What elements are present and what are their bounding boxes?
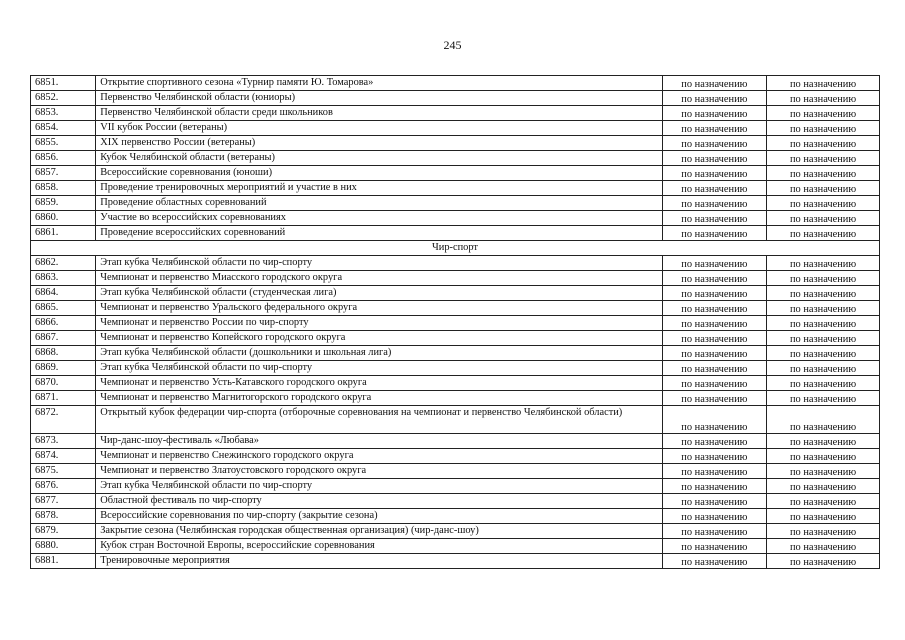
value-cell-1: по назначению — [662, 464, 767, 479]
table-row — [31, 376, 880, 391]
value-cell-1: по назначению — [662, 346, 767, 361]
table-row — [31, 524, 880, 539]
table-row — [31, 539, 880, 554]
event-name: Чемпионат и первенство Миасского городского округа — [96, 271, 662, 286]
table-row — [31, 346, 880, 361]
row-number: 6866. — [31, 316, 96, 331]
value-cell-2: по назначению — [767, 106, 880, 121]
row-number: 6862. — [31, 256, 96, 271]
event-name: Закрытие сезона (Челябинская городская общественная организация) (чир-данс-шоу) — [96, 524, 662, 539]
event-name: Участие во всероссийских соревнованиях — [96, 211, 662, 226]
table-row — [31, 464, 880, 479]
value-cell-2: по назначению — [767, 391, 880, 406]
row-number: 6861. — [31, 226, 96, 241]
table-row — [31, 554, 880, 569]
row-number: 6869. — [31, 361, 96, 376]
value-cell-2: по назначению — [767, 464, 880, 479]
row-number: 6854. — [31, 121, 96, 136]
value-cell-2: по назначению — [767, 494, 880, 509]
value-cell-1: по назначению — [662, 361, 767, 376]
value-cell-2: по назначению — [767, 449, 880, 464]
event-name: Проведение областных соревнований — [96, 196, 662, 211]
row-number: 6874. — [31, 449, 96, 464]
value-cell-2: по назначению — [767, 286, 880, 301]
value-cell-2: по назначению — [767, 301, 880, 316]
table-row — [31, 166, 880, 181]
row-number: 6858. — [31, 181, 96, 196]
table-row — [31, 494, 880, 509]
row-number: 6868. — [31, 346, 96, 361]
table-row — [31, 301, 880, 316]
value-cell-2: по назначению — [767, 539, 880, 554]
event-name: VII кубок России (ветераны) — [96, 121, 662, 136]
row-number: 6864. — [31, 286, 96, 301]
value-cell-1: по назначению — [662, 406, 767, 434]
row-number: 6879. — [31, 524, 96, 539]
table-row — [31, 76, 880, 91]
table-row — [31, 361, 880, 376]
table-row — [31, 106, 880, 121]
value-cell-2: по назначению — [767, 316, 880, 331]
event-name: Всероссийские соревнования по чир-спорту (закрытие сезона) — [96, 509, 662, 524]
row-number: 6872. — [31, 406, 96, 434]
table-row — [31, 406, 880, 434]
event-name: XIX первенство России (ветераны) — [96, 136, 662, 151]
row-number: 6853. — [31, 106, 96, 121]
event-name: Чемпионат и первенство Снежинского городского округа — [96, 449, 662, 464]
row-number: 6860. — [31, 211, 96, 226]
value-cell-1: по назначению — [662, 106, 767, 121]
event-name: Первенство Челябинской области среди школьников — [96, 106, 662, 121]
value-cell-1: по назначению — [662, 271, 767, 286]
table-row — [31, 151, 880, 166]
event-name: Всероссийские соревнования (юноши) — [96, 166, 662, 181]
value-cell-2: по назначению — [767, 331, 880, 346]
value-cell-2: по назначению — [767, 376, 880, 391]
event-name: Чемпионат и первенство Усть-Катавского городского округа — [96, 376, 662, 391]
table-row — [31, 211, 880, 226]
value-cell-1: по назначению — [662, 449, 767, 464]
row-number: 6880. — [31, 539, 96, 554]
value-cell-2: по назначению — [767, 509, 880, 524]
value-cell-2: по назначению — [767, 406, 880, 434]
value-cell-1: по назначению — [662, 136, 767, 151]
event-name: Этап кубка Челябинской области (дошкольники и школьная лига) — [96, 346, 662, 361]
row-number: 6859. — [31, 196, 96, 211]
value-cell-1: по назначению — [662, 211, 767, 226]
event-name: Открытый кубок федерации чир-спорта (отборочные соревнования на чемпионат и первенство Челябинской области) — [96, 406, 662, 434]
value-cell-2: по назначению — [767, 181, 880, 196]
table-row — [31, 286, 880, 301]
event-name: Этап кубка Челябинской области (студенческая лига) — [96, 286, 662, 301]
value-cell-2: по назначению — [767, 121, 880, 136]
section-header-row — [31, 241, 880, 256]
row-number: 6875. — [31, 464, 96, 479]
event-name: Кубок Челябинской области (ветераны) — [96, 151, 662, 166]
table-row — [31, 91, 880, 106]
row-number: 6852. — [31, 91, 96, 106]
table-row — [31, 391, 880, 406]
value-cell-1: по назначению — [662, 434, 767, 449]
value-cell-1: по назначению — [662, 181, 767, 196]
table-row — [31, 256, 880, 271]
event-name: Чемпионат и первенство России по чир-спорту — [96, 316, 662, 331]
value-cell-1: по назначению — [662, 256, 767, 271]
value-cell-2: по назначению — [767, 211, 880, 226]
event-name: Чемпионат и первенство Златоустовского городского округа — [96, 464, 662, 479]
table-row — [31, 196, 880, 211]
table-row — [31, 434, 880, 449]
value-cell-2: по назначению — [767, 136, 880, 151]
table-row — [31, 331, 880, 346]
event-name: Проведение всероссийских соревнований — [96, 226, 662, 241]
value-cell-1: по назначению — [662, 316, 767, 331]
table-row — [31, 479, 880, 494]
value-cell-1: по назначению — [662, 151, 767, 166]
value-cell-1: по назначению — [662, 539, 767, 554]
row-number: 6871. — [31, 391, 96, 406]
table-row — [31, 181, 880, 196]
value-cell-1: по назначению — [662, 196, 767, 211]
event-name: Кубок стран Восточной Европы, всероссийские соревнования — [96, 539, 662, 554]
row-number: 6881. — [31, 554, 96, 569]
value-cell-1: по назначению — [662, 391, 767, 406]
row-number: 6857. — [31, 166, 96, 181]
row-number: 6878. — [31, 509, 96, 524]
value-cell-1: по назначению — [662, 91, 767, 106]
event-name: Этап кубка Челябинской области по чир-спорту — [96, 361, 662, 376]
table-row — [31, 226, 880, 241]
value-cell-2: по назначению — [767, 256, 880, 271]
section-title: Чир-спорт — [31, 241, 880, 256]
value-cell-2: по назначению — [767, 361, 880, 376]
event-name: Этап кубка Челябинской области по чир-спорту — [96, 256, 662, 271]
value-cell-2: по назначению — [767, 479, 880, 494]
value-cell-2: по назначению — [767, 166, 880, 181]
row-number: 6867. — [31, 331, 96, 346]
value-cell-1: по назначению — [662, 286, 767, 301]
value-cell-2: по назначению — [767, 434, 880, 449]
event-name: Тренировочные мероприятия — [96, 554, 662, 569]
event-name: Проведение тренировочных мероприятий и участие в них — [96, 181, 662, 196]
value-cell-1: по назначению — [662, 524, 767, 539]
event-name: Чемпионат и первенство Магнитогорского городского округа — [96, 391, 662, 406]
value-cell-1: по назначению — [662, 301, 767, 316]
row-number: 6855. — [31, 136, 96, 151]
value-cell-2: по назначению — [767, 271, 880, 286]
value-cell-2: по назначению — [767, 196, 880, 211]
table-row — [31, 316, 880, 331]
value-cell-2: по назначению — [767, 554, 880, 569]
row-number: 6865. — [31, 301, 96, 316]
value-cell-2: по назначению — [767, 91, 880, 106]
event-name: Чемпионат и первенство Уральского федерального округа — [96, 301, 662, 316]
value-cell-2: по назначению — [767, 151, 880, 166]
table-row — [31, 449, 880, 464]
event-name: Чемпионат и первенство Копейского городского округа — [96, 331, 662, 346]
table-row — [31, 136, 880, 151]
value-cell-1: по назначению — [662, 479, 767, 494]
row-number: 6876. — [31, 479, 96, 494]
row-number: 6856. — [31, 151, 96, 166]
table-row — [31, 121, 880, 136]
value-cell-2: по назначению — [767, 76, 880, 91]
value-cell-1: по назначению — [662, 226, 767, 241]
event-name: Первенство Челябинской области (юниоры) — [96, 91, 662, 106]
value-cell-2: по назначению — [767, 346, 880, 361]
row-number: 6851. — [31, 76, 96, 91]
events-table-body — [31, 76, 880, 569]
value-cell-1: по назначению — [662, 376, 767, 391]
table-row — [31, 271, 880, 286]
value-cell-1: по назначению — [662, 331, 767, 346]
event-name: Открытие спортивного сезона «Турнир памяти Ю. Томарова» — [96, 76, 662, 91]
event-name: Чир-данс-шоу-фестиваль «Любава» — [96, 434, 662, 449]
row-number: 6863. — [31, 271, 96, 286]
event-name: Этап кубка Челябинской области по чир-спорту — [96, 479, 662, 494]
row-number: 6877. — [31, 494, 96, 509]
value-cell-1: по назначению — [662, 554, 767, 569]
value-cell-1: по назначению — [662, 76, 767, 91]
value-cell-1: по назначению — [662, 166, 767, 181]
row-number: 6873. — [31, 434, 96, 449]
value-cell-2: по назначению — [767, 226, 880, 241]
page-number: 245 — [443, 38, 462, 52]
events-table — [30, 75, 880, 569]
value-cell-1: по назначению — [662, 121, 767, 136]
row-number: 6870. — [31, 376, 96, 391]
event-name: Областной фестиваль по чир-спорту — [96, 494, 662, 509]
value-cell-2: по назначению — [767, 524, 880, 539]
table-row — [31, 509, 880, 524]
value-cell-1: по назначению — [662, 494, 767, 509]
value-cell-1: по назначению — [662, 509, 767, 524]
